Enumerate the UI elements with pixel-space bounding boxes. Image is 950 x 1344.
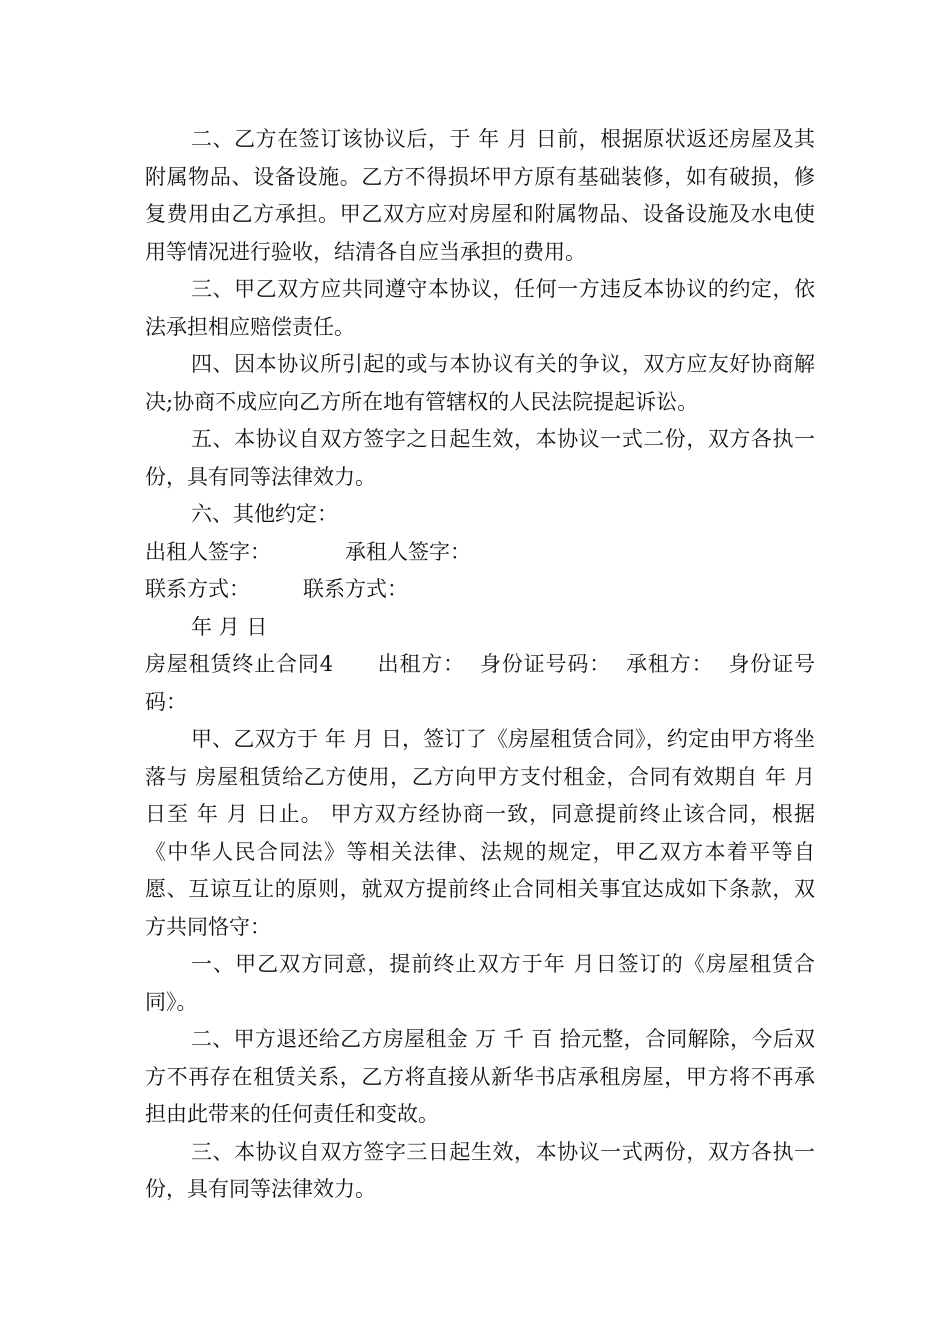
clause-final-effectiveness: 三、本协议自双方签字三日起生效，本协议一式两份，双方各执一份，具有同等法律效力。 (145, 1139, 815, 1201)
document-body (145, 121, 815, 1209)
clause-refund: 二、甲方退还给乙方房屋租金 万 千 百 拾元整，合同解除，今后双方不再存在租赁关系，乙方将直接从新华书店承租房屋，甲方将不再承担由此带来的任何责任和变故。 (145, 1027, 815, 1126)
date-line: 年 月 日 (191, 614, 268, 639)
clause-effectiveness: 五、本协议自双方签字之日起生效，本协议一式二份，双方各执一份，具有同等法律效力。 (145, 427, 815, 489)
signature-row (145, 534, 815, 572)
clause-dispute: 四、因本协议所引起的或与本协议有关的争议，双方应友好协商解决;协商不成应向乙方所在地有管辖权的人民法院提起诉讼。 (145, 352, 815, 414)
lessor-signature-label: 出租人签字： (145, 539, 271, 564)
lessor-contact-label: 联系方式： (145, 577, 250, 601)
clause-terminate: 一、甲乙双方同意，提前终止双方于年 月日签订的《房屋租赁合同》。 (145, 952, 815, 1014)
contract-preamble: 甲、乙双方于 年 月 日，签订了《房屋租赁合同》，约定由甲方将坐落与 房屋租赁给乙方使用，乙方向甲方支付租金，合同有效期自 年 月 日至 年 月 日止。 甲方双方经协商一致，同意提前终止该合同，根据《中华人民合同法》等相关法律、法规的规定，甲乙双方本着平等自愿、互谅互让的原则，就双方提前终止合同相关事宜达成如下条款，双方共同恪守： (145, 727, 815, 939)
clause-return-property: 二、乙方在签订该协议后，于 年 月 日前，根据原状返还房屋及其附属物品、设备设施。乙方不得损坏甲方原有基础装修，如有破损，修复费用由乙方承担。甲乙双方应对房屋和附属物品、设备设施及水电使用等情况进行验收，结清各自应当承担的费用。 (145, 127, 815, 264)
clause-compliance: 三、甲乙双方应共同遵守本协议，任何一方违反本协议的约定，依法承担相应赔偿责任。 (145, 277, 815, 339)
lessee-signature-label: 承租人签字： (345, 539, 471, 564)
contact-row (145, 571, 815, 609)
clause-other: 六、其他约定： (191, 502, 338, 526)
contract-header: 房屋租赁终止合同4 出租方： 身份证号码： 承租方： 身份证号码： (145, 652, 815, 714)
lessee-contact-label: 联系方式： (303, 577, 408, 601)
